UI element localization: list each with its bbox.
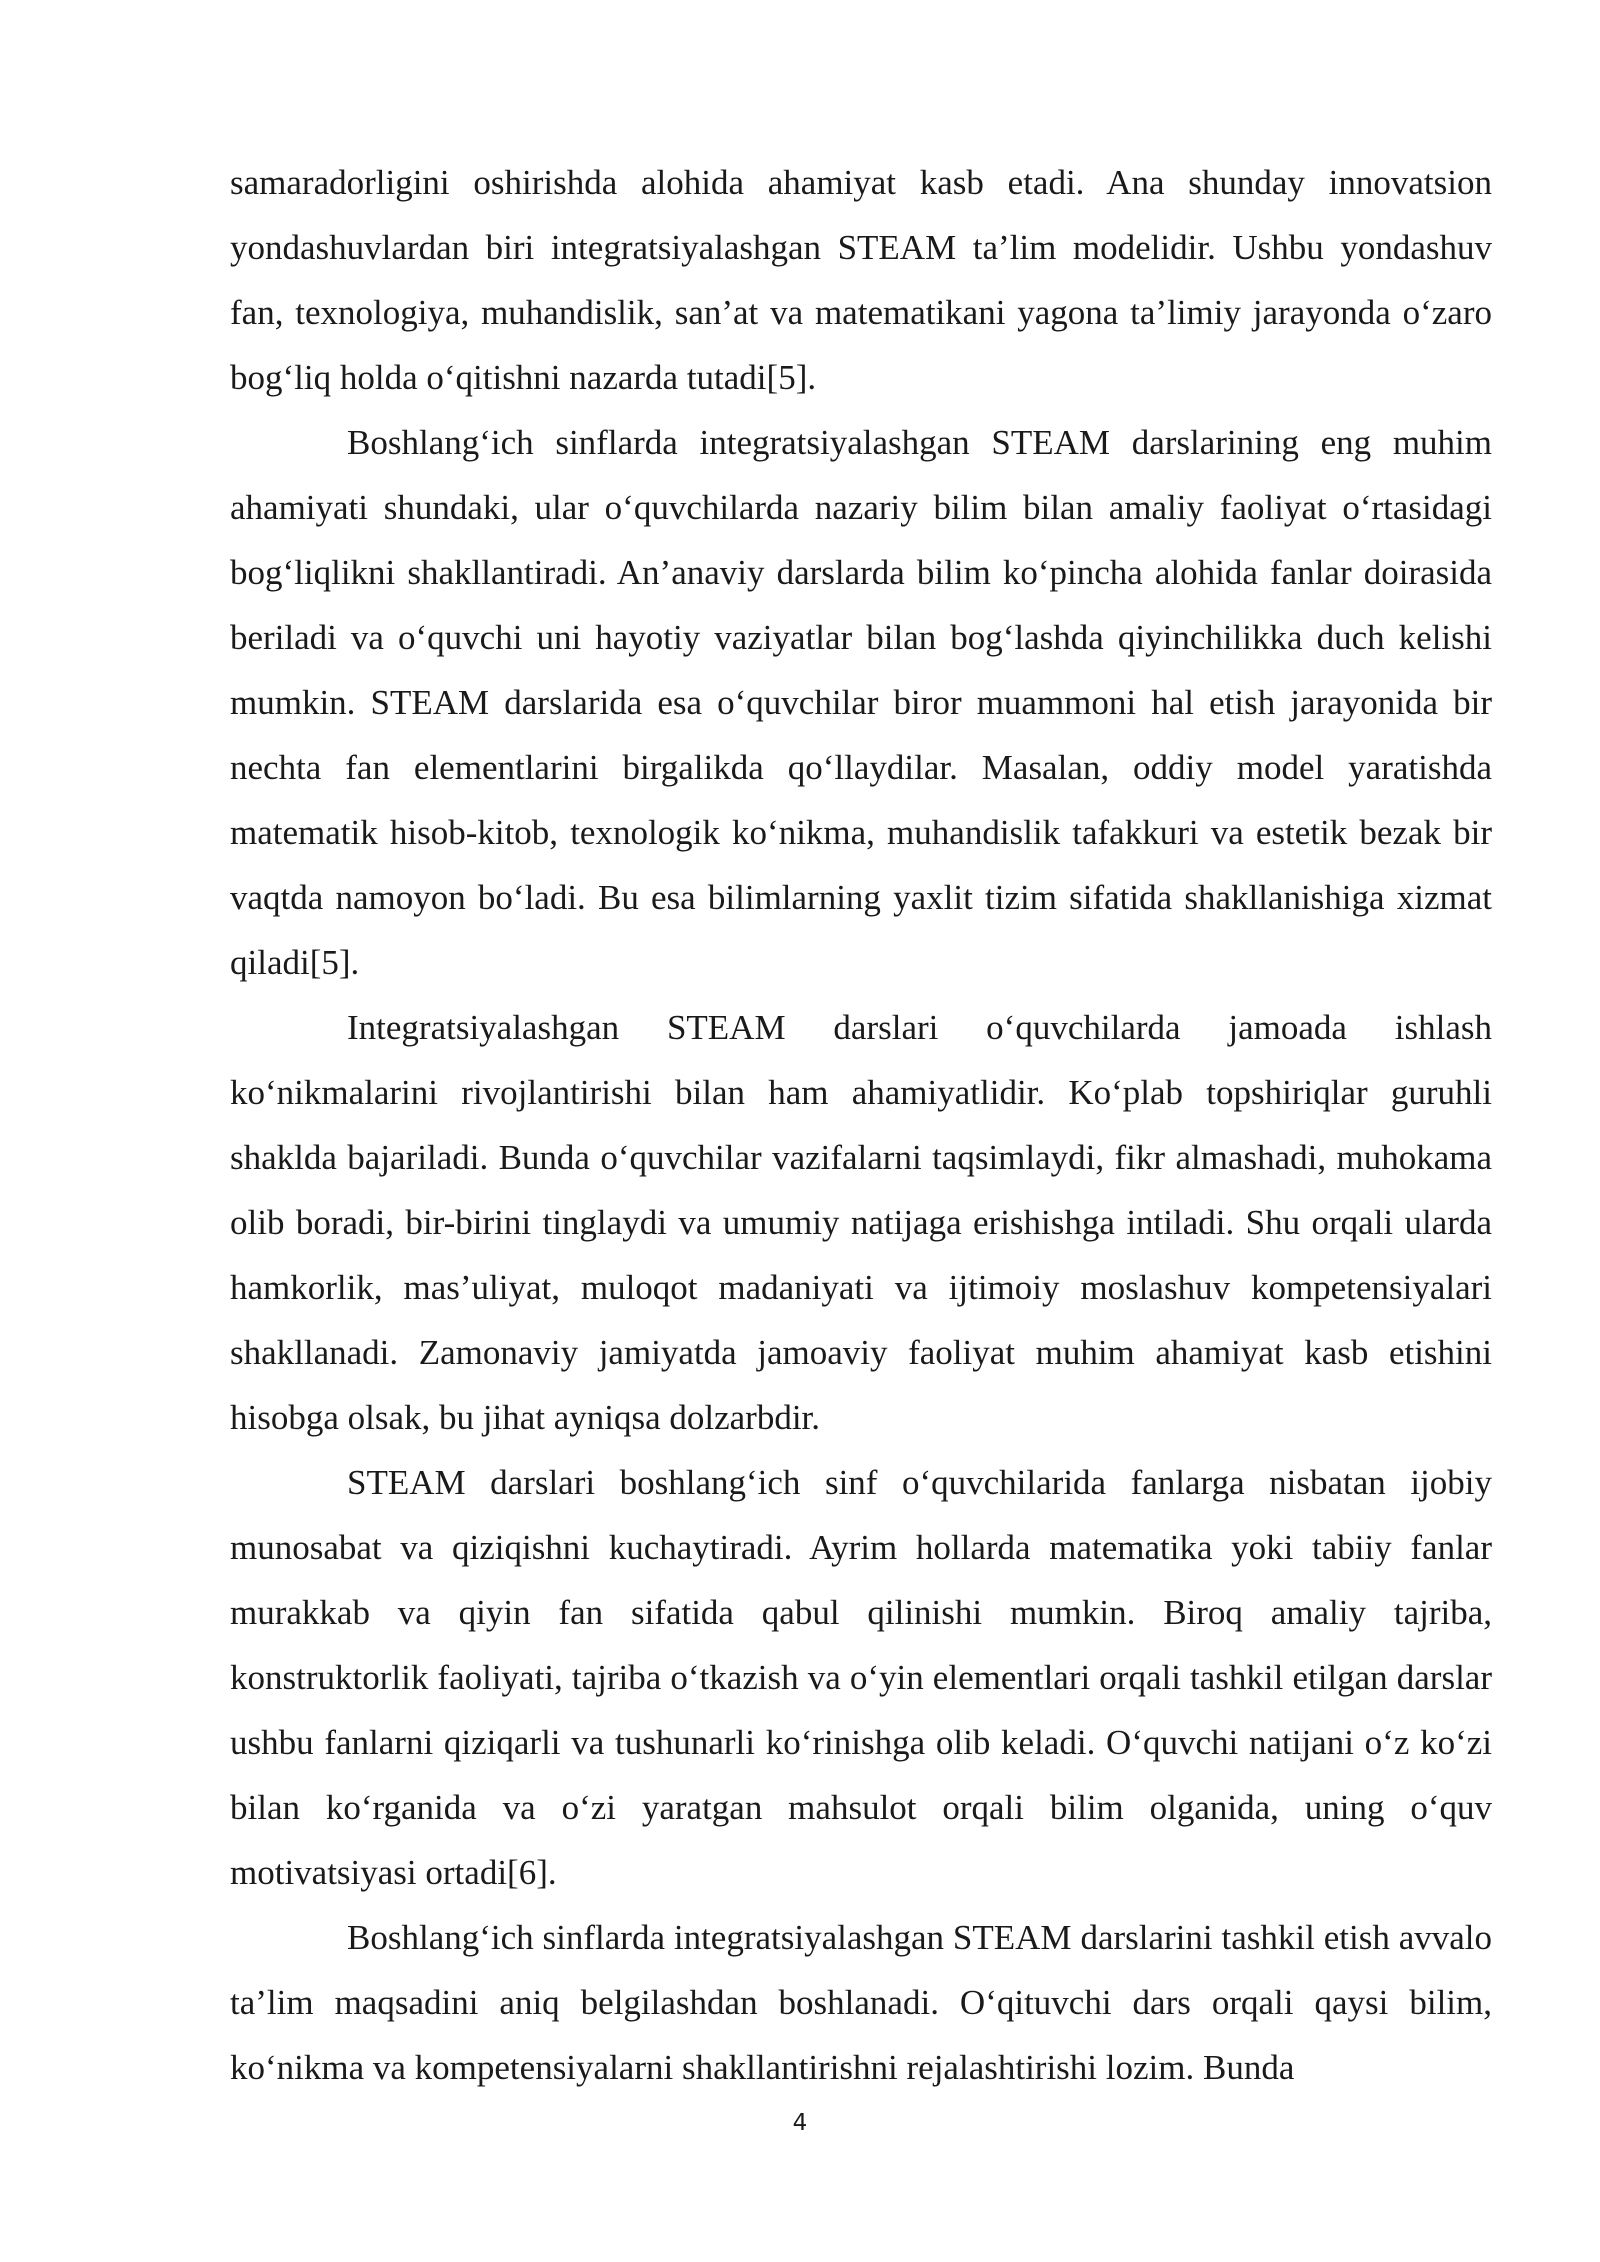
paragraph-4: STEAM darslari boshlang‘ich sinf o‘quvchilarida fanlarga nisbatan ijobiy munosabat va qiziqishni kuchaytiradi. Ayrim hollarda matematika yoki tabiiy fanlar murakkab va qiyin fan sifatida qabul qilinishi mumkin. Biroq amaliy tajriba, konstruktorlik faoliyati, tajriba o‘tkazish va o‘yin elementlari orqali tashkil etilgan darslar ushbu fanlarni qiziqarli va tushunarli ko‘rinishga olib keladi. O‘quvchi natijani o‘z ko‘zi bilan ko‘rganida va o‘zi yaratgan mahsulot orqali bilim olganida, uning o‘quv motivatsiyasi ortadi[6].	[230, 1463, 1492, 1892]
paragraph-1: samaradorligini oshirishda alohida ahamiyat kasb etadi. Ana shunday innovatsion yondashuvlardan biri integratsiyalashgan STEAM ta’lim modelidir. Ushbu yondashuv fan, texnologiya, muhandislik, san’at va matematikani yagona ta’limiy jarayonda o‘zaro bog‘liq holda o‘qitishni nazarda tutadi[5].	[230, 163, 1492, 397]
page-number: 4	[792, 2110, 808, 2136]
paragraph-3: Integratsiyalashgan STEAM darslari o‘quvchilarda jamoada ishlash ko‘nikmalarini rivojlantirishi bilan ham ahamiyatlidir. Ko‘plab topshiriqlar guruhli shaklda bajariladi. Bunda o‘quvchilar vazifalarni taqsimlaydi, fikr almashadi, muhokama olib boradi, bir-birini tinglaydi va umumiy natijaga erishishga intiladi. Shu orqali ularda hamkorlik, mas’uliyat, muloqot madaniyati va ijtimoiy moslashuv kompetensiyalari shakllanadi. Zamonaviy jamiyatda jamoaviy faoliyat muhim ahamiyat kasb etishini hisobga olsak, bu jihat ayniqsa dolzarbdir.	[230, 1008, 1492, 1437]
paragraph-5: Boshlang‘ich sinflarda integratsiyalashgan STEAM darslarini tashkil etish avvalo ta’lim maqsadini aniq belgilashdan boshlanadi. O‘qituvchi dars orqali qaysi bilim, ko‘nikma va kompetensiyalarni shakllantirishni rejalashtirishi lozim. Bunda	[230, 1918, 1492, 2087]
body-text	[230, 150, 1492, 2100]
paragraph-2: Boshlang‘ich sinflarda integratsiyalashgan STEAM darslarining eng muhim ahamiyati shundaki, ular o‘quvchilarda nazariy bilim bilan amaliy faoliyat o‘rtasidagi bog‘liqlikni shakllantiradi. An’anaviy darslarda bilim ko‘pincha alohida fanlar doirasida beriladi va o‘quvchi uni hayotiy vaziyatlar bilan bog‘lashda qiyinchilikka duch kelishi mumkin. STEAM darslarida esa o‘quvchilar biror muammoni hal etish jarayonida bir nechta fan elementlarini birgalikda qo‘llaydilar. Masalan, oddiy model yaratishda matematik hisob-kitob, texnologik ko‘nikma, muhandislik tafakkuri va estetik bezak bir vaqtda namoyon bo‘ladi. Bu esa bilimlarning yaxlit tizim sifatida shakllanishiga xizmat qiladi[5].	[230, 423, 1492, 982]
